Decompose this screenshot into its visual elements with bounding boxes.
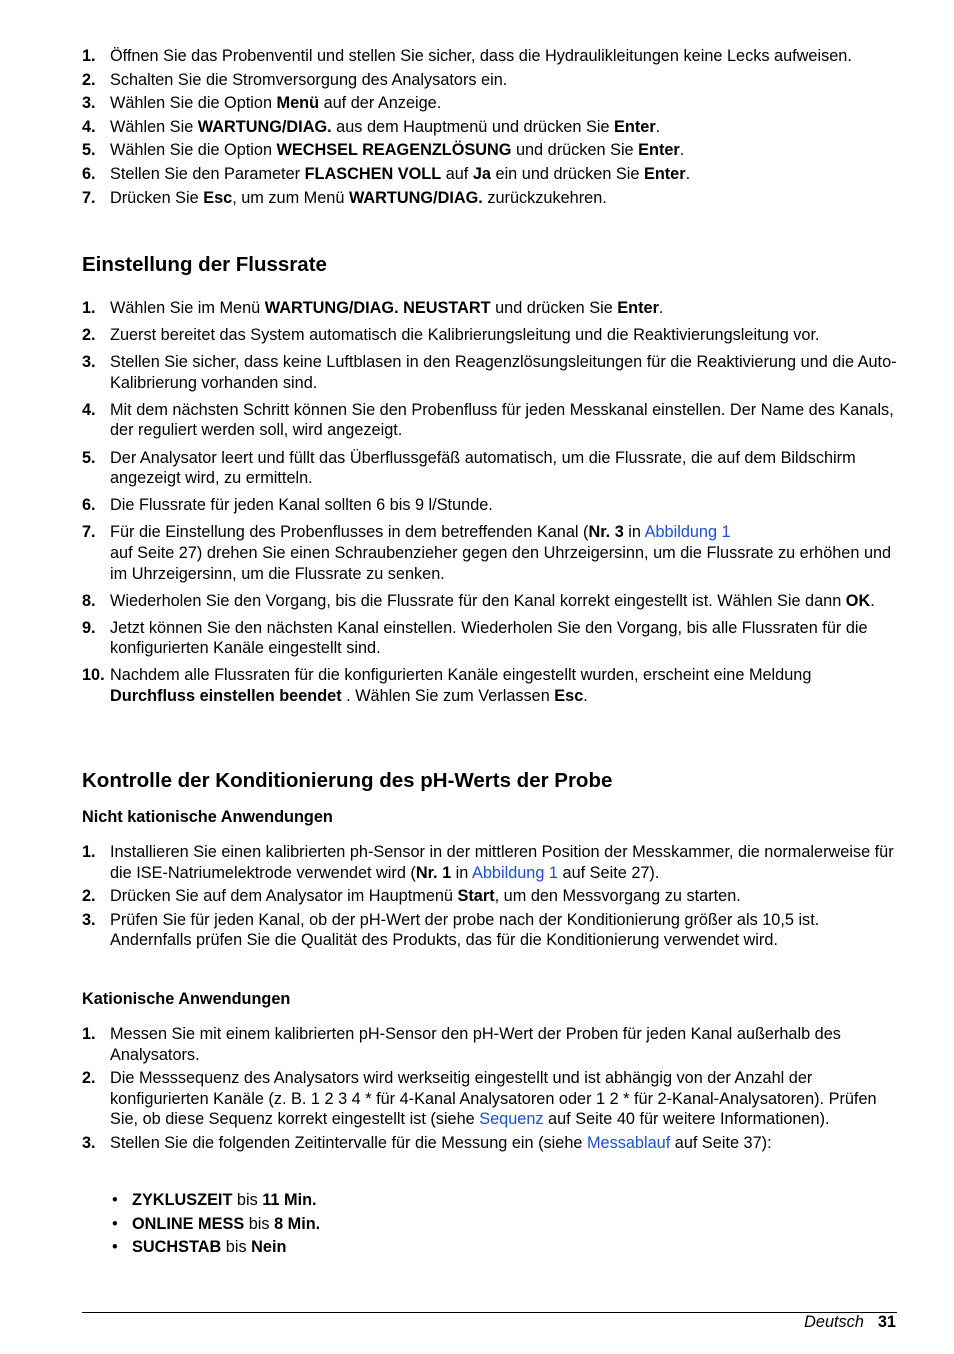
body-text: bis: [221, 1238, 252, 1257]
step-number: 10.: [82, 666, 105, 685]
step-number: 4.: [82, 117, 96, 136]
emphasis-text: WECHSEL REAGENZLÖSUNG: [276, 141, 512, 160]
step-number: 2.: [82, 70, 96, 89]
steps-list-flow-rate: [82, 298, 897, 707]
emphasis-text: OK: [845, 591, 871, 610]
body-text: Die Flussrate für jeden Kanal sollten 6 bis 9 l/Stunde.: [110, 496, 493, 515]
steps-list-non-cationic: [82, 842, 897, 951]
body-text: , um den Messvorgang zu starten.: [494, 887, 741, 906]
step-number: 2.: [82, 1069, 96, 1088]
body-text: Nachdem alle Flussraten für die konfigurierten Kanäle eingestellt wurden, erscheint eine Meldung: [110, 666, 812, 685]
list-item: [82, 495, 897, 516]
step-number: 3.: [82, 353, 96, 372]
body-text: Öffnen Sie das Probenventil und stellen Sie sicher, dass die Hydraulikleitungen keine Lecks aufweisen.: [110, 47, 852, 65]
list-item: [82, 400, 897, 441]
emphasis-text: Menü: [276, 94, 320, 113]
footer-rule: [82, 1312, 897, 1313]
body-text: Zuerst bereitet das System automatisch die Kalibrierungsleitung und die Reaktivierungsleitung vor.: [110, 326, 820, 345]
list-item: [82, 93, 897, 114]
list-item: [82, 910, 897, 951]
body-text: und drücken Sie: [511, 141, 639, 160]
emphasis-text: Esc: [554, 687, 584, 705]
bullet-icon: •: [112, 1214, 118, 1233]
step-number: 8.: [82, 591, 96, 610]
body-text: Installieren Sie einen kalibrierten ph-Sensor in der mittleren Position der Messkammer, die normalerweise für die ISE-Natriumelektrode verwendet wird (: [110, 843, 894, 882]
footer-language: Deutsch: [804, 1313, 864, 1331]
body-text: bis: [244, 1214, 275, 1233]
list-item: [82, 140, 897, 161]
page-number: 31: [877, 1313, 896, 1331]
body-text: .: [679, 141, 685, 160]
body-text: Wiederholen Sie den Vorgang, bis die Flussrate für den Kanal korrekt eingestellt ist. Wählen Sie dann: [110, 591, 846, 610]
heading-ph-conditioning: Kontrolle der Konditionierung des pH-Werts der Probe: [82, 769, 613, 792]
page-footer: [804, 1312, 896, 1332]
bullet-item: [112, 1237, 892, 1258]
step-number: 3.: [82, 94, 96, 113]
emphasis-text: Nein: [251, 1238, 287, 1257]
cross-reference-link[interactable]: Sequenz: [479, 1110, 544, 1129]
body-text: . Wählen Sie zum Verlassen: [341, 687, 555, 705]
steps-list-intro: [82, 46, 897, 208]
emphasis-text: WARTUNG/DIAG.: [348, 188, 483, 207]
step-number: 4.: [82, 400, 96, 419]
emphasis-text: Start: [457, 887, 495, 906]
list-item: [82, 448, 897, 489]
list-item: [82, 618, 897, 659]
list-item: [82, 591, 897, 612]
step-number: 1.: [82, 1025, 96, 1043]
body-text: Stellen Sie die folgenden Zeitintervalle für die Messung ein (siehe: [110, 1133, 587, 1152]
emphasis-text: 8 Min.: [274, 1214, 321, 1233]
emphasis-text: Enter: [638, 141, 680, 160]
step-number: 1.: [82, 843, 96, 861]
step-number: 2.: [82, 887, 96, 906]
body-text: auf Seite 27) drehen Sie einen Schraubenzieher gegen den Uhrzeigersinn, um die Flussrate zu erhöhen und im Uhrzeigersinn, um die Flussrate zu senken.: [110, 543, 892, 583]
body-text: Stellen Sie sicher, dass keine Luftblasen in den Reagenzlösungsleitungen für die Reaktivierung und die Auto-Kalibrierung vorhanden sind.: [110, 353, 897, 392]
body-text: Die Messsequenz des Analysators wird werkseitig eingestellt und ist abhängig von der Anzahl der konfigurierten Kanäle (z. B. 1 2 3 4 * für 4-Kanal Analysatoren oder 1 2 * für 2-Kanal-Analysatoren). Prüfen Sie, ob diese Sequenz korrekt eingestellt ist (siehe: [110, 1069, 877, 1129]
step-number: 6.: [82, 164, 96, 183]
emphasis-text: Enter: [614, 117, 656, 136]
body-text: , um zum Menü: [232, 188, 349, 207]
list-item: [82, 188, 897, 209]
body-text: und drücken Sie: [490, 299, 618, 317]
steps-list-cationic: [82, 1024, 897, 1154]
list-item: [82, 352, 897, 393]
step-number: 1.: [82, 47, 96, 65]
body-text: aus dem Hauptmenü und drücken Sie: [331, 117, 615, 136]
body-text: .: [870, 591, 875, 610]
body-text: Wählen Sie die Option: [110, 94, 277, 113]
body-text: .: [655, 117, 661, 136]
bullet-icon: •: [112, 1191, 118, 1209]
step-number: 7.: [82, 523, 96, 542]
cross-reference-link[interactable]: Messablauf: [586, 1133, 671, 1152]
body-text: auf Seite 40 für weitere Informationen).: [543, 1110, 830, 1129]
emphasis-text: Nr. 3: [588, 523, 624, 542]
interval-bullets: [112, 1190, 892, 1258]
step-number: 5.: [82, 448, 96, 467]
body-text: Schalten Sie die Stromversorgung des Analysators ein.: [110, 70, 508, 89]
emphasis-text: Nr. 1: [415, 863, 452, 882]
body-text: in: [623, 523, 645, 542]
subheading-non-cationic: Nicht kationische Anwendungen: [82, 808, 333, 826]
emphasis-text: SUCHSTAB: [132, 1238, 222, 1257]
body-text: auf der Anzeige.: [319, 94, 442, 113]
list-item: [82, 886, 897, 907]
body-text: auf Seite 27).: [558, 863, 660, 882]
step-number: 2.: [82, 326, 96, 345]
emphasis-text: Durchfluss einstellen beendet: [110, 687, 342, 705]
body-text: bis: [232, 1191, 263, 1209]
body-text: Messen Sie mit einem kalibrierten pH-Sensor den pH-Wert der Proben für jeden Kanal außerhalb des Analysators.: [110, 1025, 841, 1064]
body-text: .: [583, 687, 588, 705]
step-number: 3.: [82, 910, 96, 929]
list-item: [82, 665, 897, 706]
list-item: [82, 46, 897, 67]
list-item: [82, 1024, 897, 1065]
emphasis-text: Enter: [643, 164, 686, 183]
list-item: [82, 298, 897, 319]
body-text: Jetzt können Sie den nächsten Kanal einstellen. Wiederholen Sie den Vorgang, bis alle Flussraten für die konfigurierten Kanäle eingestellt sind.: [110, 618, 868, 658]
cross-reference-link[interactable]: Abbildung 1: [471, 863, 558, 882]
emphasis-text: WARTUNG/DIAG.: [197, 117, 332, 136]
list-item: [82, 164, 897, 185]
step-number: 9.: [82, 618, 96, 637]
heading-flow-rate: Einstellung der Flussrate: [82, 253, 327, 276]
body-text: auf Seite 37):: [670, 1133, 772, 1152]
emphasis-text: ONLINE MESS: [132, 1214, 245, 1233]
list-item: [82, 1133, 897, 1154]
body-text: .: [685, 164, 691, 183]
step-number: 5.: [82, 141, 96, 160]
list-item: [82, 842, 897, 883]
body-text: Wählen Sie im Menü: [110, 299, 265, 317]
emphasis-text: Enter: [617, 299, 659, 317]
bullet-item: [112, 1190, 892, 1211]
body-text: Der Analysator leert und füllt das Überflussgefäß automatisch, um die Flussrate, die auf dem Bildschirm angezeigt wird, zu ermitteln.: [110, 448, 856, 488]
body-text: in: [451, 863, 472, 882]
body-text: .: [658, 299, 664, 317]
step-number: 1.: [82, 299, 96, 317]
bullet-item: [112, 1214, 892, 1235]
step-number: 7.: [82, 188, 96, 207]
body-text: Drücken Sie auf dem Analysator im Hauptmenü: [110, 887, 458, 906]
list-item: [82, 325, 897, 346]
body-text: Wählen Sie die Option: [110, 141, 277, 160]
subheading-cationic: Kationische Anwendungen: [82, 990, 291, 1008]
list-item: [82, 117, 897, 138]
list-item: [82, 522, 897, 584]
body-text: Prüfen Sie für jeden Kanal, ob der pH-Wert der probe nach der Konditionierung größer als 10,5 ist. Andernfalls prüfen Sie die Qualität des Produkts, das für die Konditionierung verwendet wird.: [110, 910, 820, 950]
body-text: Stellen Sie den Parameter: [110, 164, 305, 183]
body-text: Drücken Sie: [110, 188, 204, 207]
bullet-icon: •: [112, 1238, 118, 1257]
cross-reference-link[interactable]: Abbildung 1: [644, 523, 731, 542]
emphasis-text: Ja: [472, 164, 491, 183]
list-item: [82, 1068, 897, 1130]
body-text: Wählen Sie: [110, 117, 198, 136]
emphasis-text: ZYKLUSZEIT: [132, 1191, 233, 1209]
step-number: 6.: [82, 496, 96, 515]
body-text: Für die Einstellung des Probenflusses in dem betreffenden Kanal (: [110, 523, 589, 542]
body-text: zurückzukehren.: [482, 188, 607, 207]
emphasis-text: Esc: [203, 188, 233, 207]
body-text: Mit dem nächsten Schritt können Sie den Probenfluss für jeden Messkanal einstellen. Der Name des Kanals, der reguliert werden soll, wird angezeigt.: [110, 400, 894, 440]
step-number: 3.: [82, 1133, 96, 1152]
body-text: ein und drücken Sie: [490, 164, 644, 183]
list-item: [82, 70, 897, 91]
emphasis-text: WARTUNG/DIAG. NEUSTART: [264, 299, 491, 317]
emphasis-text: FLASCHEN VOLL: [304, 164, 442, 183]
emphasis-text: 11 Min.: [262, 1191, 317, 1209]
body-text: auf: [441, 164, 473, 183]
